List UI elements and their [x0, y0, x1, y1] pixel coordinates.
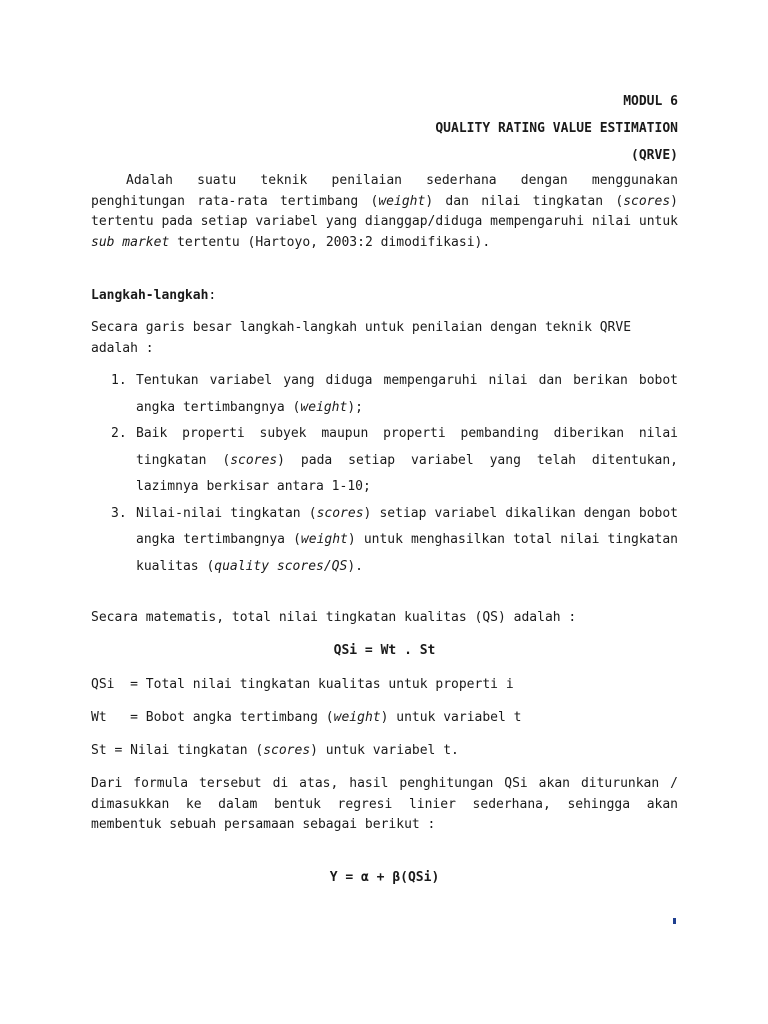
intro-paragraph: Adalah suatu teknik penilaian sederhana dengan menggunakan penghitungan rata-rata tertimbang (weight) dan nilai tingkatan (scores) tertentu pada setiap variabel yang dianggap/diduga mempengaruhi nilai untuk sub market tertentu (Hartoyo, 2003:2 dimodifikasi). — [91, 173, 678, 250]
formula-regression: Y = α + β(QSi) — [329, 870, 440, 885]
steps-heading: Langkah-langkah: — [91, 288, 217, 303]
definition-qsi: QSi = Total nilai tingkatan kualitas untuk properti i — [91, 677, 514, 692]
module-label: MODUL 6 — [623, 94, 678, 109]
list-item: 1. Tentukan variabel yang diduga mempengaruhi nilai dan berikan bobot angka tertimbangnya (weight); — [111, 373, 678, 415]
list-item: 3. Nilai-nilai tingkatan (scores) setiap variabel dikalikan dengan bobot angka tertimbangnya (weight) untuk menghasilkan total nilai tingkatan kualitas (quality scores/QS). — [111, 505, 678, 574]
page-marker — [673, 918, 676, 924]
list-item: 2. Baik properti subyek maupun properti pembanding diberikan nilai tingkatan (scores) pada setiap variabel yang telah ditentukan, lazimnya berkisar antara 1-10; — [111, 426, 679, 494]
steps-intro: Secara garis besar langkah-langkah untuk penilaian dengan teknik QRVE adalah : — [91, 320, 632, 356]
definitions-list — [91, 675, 678, 774]
document-title: QUALITY RATING VALUE ESTIMATION — [435, 121, 678, 136]
formula-qsi: QSi = Wt . St — [333, 643, 436, 658]
document-abbreviation: (QRVE) — [631, 148, 678, 163]
definition-wt: Wt = Bobot angka tertimbang (weight) untuk variabel t — [91, 710, 522, 725]
definition-st: St = Nilai tingkatan (scores) untuk variabel t. — [91, 743, 459, 758]
steps-list — [91, 368, 678, 580]
math-intro: Secara matematis, total nilai tingkatan kualitas (QS) adalah : — [91, 610, 577, 625]
regression-paragraph: Dari formula tersebut di atas, hasil penghitungan QSi akan diturunkan / dimasukkan ke dalam bentuk regresi linier sederhana, sehingga akan membentuk sebuah persamaan sebagai berikut : — [91, 776, 678, 832]
